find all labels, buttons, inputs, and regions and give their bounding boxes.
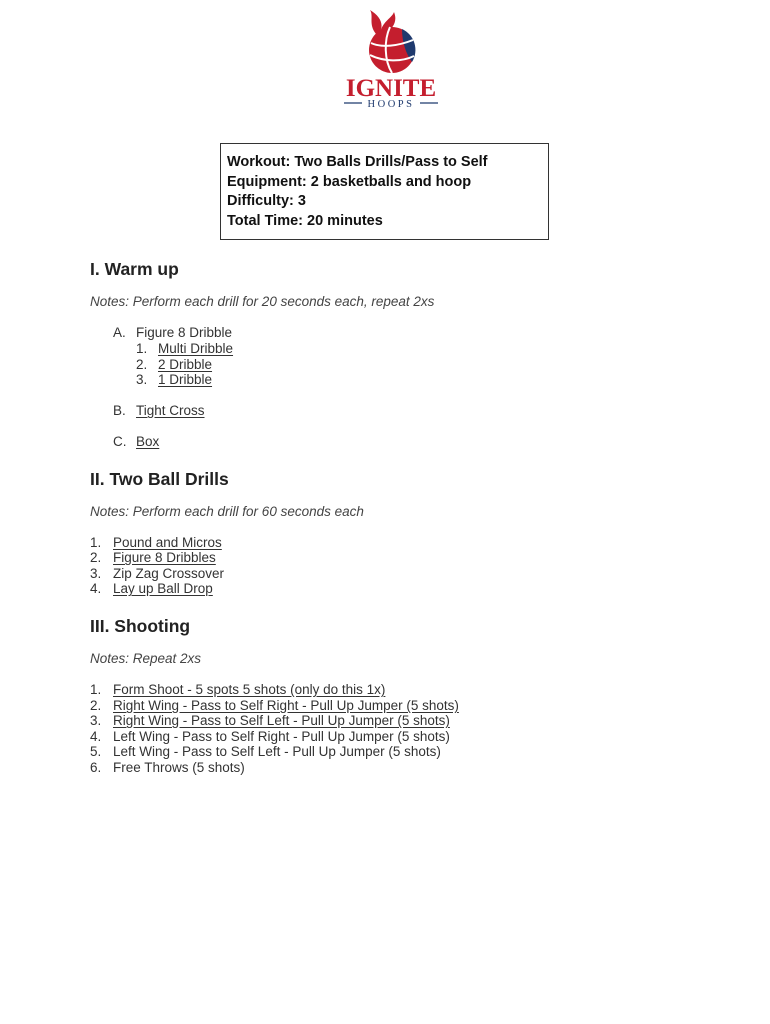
equipment-line: Equipment: 2 basketballs and hoop: [227, 173, 472, 190]
list-item: 3. Right Wing - Pass to Self Left - Pull Up Jumper (5 shots): [90, 713, 450, 728]
list-item: 2. Figure 8 Dribbles: [90, 550, 216, 565]
warmup-notes: Notes: Perform each drill for 20 seconds each, repeat 2xs: [90, 294, 435, 309]
drill-link[interactable]: Lay up Ball Drop: [113, 581, 213, 596]
drill-link[interactable]: 1 Dribble: [158, 372, 213, 387]
list-item: 3. Zip Zag Crossover: [90, 566, 225, 581]
total-time-line: Total Time: 20 minutes: [227, 212, 383, 229]
basketball-flame-icon: [340, 10, 442, 110]
list-item: 1. Multi Dribble: [136, 341, 234, 356]
drill-link[interactable]: Pound and Micros: [113, 535, 222, 550]
list-item: 2. Right Wing - Pass to Self Right - Pull Up Jumper (5 shots): [90, 698, 459, 713]
warmup-heading: I. Warm up: [90, 259, 179, 279]
list-item: 6. Free Throws (5 shots): [90, 760, 245, 775]
list-item: 2. 2 Dribble: [136, 357, 213, 372]
drill-link[interactable]: 2 Dribble: [158, 357, 213, 372]
drill-link[interactable]: Form Shoot - 5 spots 5 shots (only do this 1x): [113, 682, 386, 697]
drill-label: Left Wing - Pass to Self Right - Pull Up Jumper (5 shots): [113, 729, 450, 744]
drill-link[interactable]: Box: [136, 434, 160, 449]
list-item: 4. Lay up Ball Drop: [90, 581, 213, 596]
difficulty-line: Difficulty: 3: [227, 193, 306, 209]
list-item: C. Box: [113, 434, 160, 449]
workout-title: Workout: Two Balls Drills/Pass to Self: [227, 154, 488, 170]
list-item: 1. Form Shoot - 5 spots 5 shots (only do this 1x): [90, 682, 386, 697]
drill-link[interactable]: Figure 8 Dribbles: [113, 550, 216, 565]
list-item: A. Figure 8 Dribble: [113, 325, 233, 340]
drill-label: Free Throws (5 shots): [113, 760, 245, 775]
drill-label: Zip Zag Crossover: [113, 566, 225, 581]
logo-subtitle: HOOPS: [367, 99, 415, 110]
drill-label: Figure 8 Dribble: [136, 325, 233, 340]
drill-link[interactable]: Right Wing - Pass to Self Right - Pull Up Jumper (5 shots): [113, 698, 459, 713]
two-ball-notes: Notes: Perform each drill for 60 seconds each: [90, 504, 364, 519]
list-item: 3. 1 Dribble: [136, 372, 213, 387]
list-item: B. Tight Cross: [113, 403, 205, 418]
list-item: 4. Left Wing - Pass to Self Right - Pull Up Jumper (5 shots): [90, 729, 450, 744]
workout-info-box: [220, 143, 549, 240]
drill-link[interactable]: Multi Dribble: [158, 341, 234, 356]
list-item: 1. Pound and Micros: [90, 535, 222, 550]
drill-link[interactable]: Tight Cross: [136, 403, 205, 418]
drill-label: Left Wing - Pass to Self Left - Pull Up Jumper (5 shots): [113, 744, 441, 759]
two-ball-heading: II. Two Ball Drills: [90, 469, 229, 489]
list-item: 5. Left Wing - Pass to Self Left - Pull Up Jumper (5 shots): [90, 744, 441, 759]
ignite-hoops-logo: [340, 10, 442, 110]
drill-link[interactable]: Right Wing - Pass to Self Left - Pull Up Jumper (5 shots): [113, 713, 450, 728]
shooting-notes: Notes: Repeat 2xs: [90, 651, 202, 666]
logo-wordmark: IGNITE: [345, 75, 437, 102]
shooting-heading: III. Shooting: [90, 616, 191, 636]
